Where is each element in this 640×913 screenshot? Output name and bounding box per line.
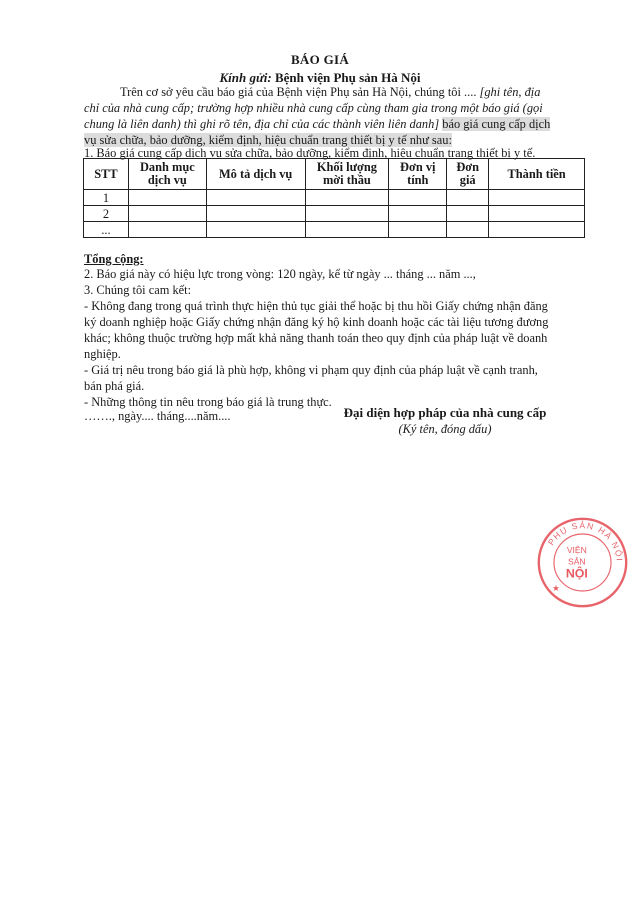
commitment-1-line-1: - Không đang trong quá trình thực hiện thủ tục giải thể hoặc bị thu hồi Giấy chứng nhận đăng <box>84 299 548 313</box>
commitment-2-line-2: bán phá giá. <box>84 379 145 393</box>
table-row <box>84 190 585 206</box>
table-cell <box>206 190 305 206</box>
item-3: 3. Chúng tôi cam kết: <box>84 283 192 297</box>
header-service-list: Danh mục dịch vụ <box>128 159 206 190</box>
svg-text:PHỤ SẢN HÀ NỘI: PHỤ SẢN HÀ NỘI <box>545 520 625 563</box>
table-cell: ... <box>84 222 129 238</box>
table-cell <box>128 206 206 222</box>
document-title: BÁO GIÁ <box>290 52 350 67</box>
commitment-1-line-4: nghiệp. <box>84 347 121 361</box>
item-2: 2. Báo giá này có hiệu lực trong vòng: 120 ngày, kể từ ngày ... tháng ... năm ..., <box>84 267 476 281</box>
table-cell <box>206 222 305 238</box>
commitment-2-line-1: - Giá trị nêu trong báo giá là phù hợp, không vi phạm quy định của pháp luật về cạnh tranh, <box>84 363 538 377</box>
signature-title: Đại diện hợp pháp của nhà cung cấp <box>343 405 547 420</box>
table-cell <box>305 190 389 206</box>
table-cell <box>489 190 585 206</box>
header-service-description: Mô tả dịch vụ <box>206 159 305 190</box>
commitment-3: - Những thông tin nêu trong báo giá là trung thực. <box>84 395 332 409</box>
intro-line-1 <box>120 84 540 100</box>
header-unit: Đơn vị tính <box>389 159 447 190</box>
total-label: Tổng cộng: <box>84 252 144 266</box>
intro-line-3 <box>84 116 550 132</box>
table-cell <box>389 206 447 222</box>
header-quantity: Khối lượng mời thầu <box>305 159 389 190</box>
table-cell <box>128 190 206 206</box>
intro-text-1a: Trên cơ sở yêu cầu báo giá của Bệnh viện Phụ sản Hà Nội, chúng tôi .... <box>120 85 477 99</box>
table-header-row <box>84 159 585 190</box>
table-cell <box>489 206 585 222</box>
table-cell <box>389 222 447 238</box>
header-amount: Thành tiền <box>489 159 585 190</box>
intro-text-3b: báo giá cung cấp dịch <box>442 117 551 131</box>
table-cell <box>128 222 206 238</box>
intro-text-4: vụ sửa chữa, bảo dưỡng, kiểm định, hiệu chuẩn trang thiết bị y tế như sau: <box>84 133 452 147</box>
date-line: ……., ngày.... tháng....năm.... <box>84 409 231 423</box>
quote-table <box>83 158 585 238</box>
intro-line-2: chỉ của nhà cung cấp; trường hợp nhiều nhà cung cấp cùng tham gia trong một báo giá (gọi <box>84 101 543 115</box>
table-cell: 2 <box>84 206 129 222</box>
stamp-seal-icon <box>535 515 630 610</box>
table-row <box>84 206 585 222</box>
intro-text-3a: chung là liên danh) thì ghi rõ tên, địa chỉ của các thành viên liên danh] <box>84 117 440 131</box>
table-row <box>84 222 585 238</box>
addressee-label: Kính gửi: <box>219 70 272 85</box>
table-cell <box>447 190 489 206</box>
table-cell <box>489 222 585 238</box>
table-cell <box>389 190 447 206</box>
table-cell <box>447 206 489 222</box>
addressee-name: Bệnh viện Phụ sản Hà Nội <box>274 70 421 85</box>
intro-text-1b: [ghi tên, địa <box>479 85 541 99</box>
table-cell <box>305 222 389 238</box>
svg-text:★: ★ <box>552 583 560 593</box>
stamp-text-3: NỘI <box>565 566 588 581</box>
commitment-1-line-3: khác; không thuộc trường hợp mất khả năng thanh toán theo quy định của pháp luật về doanh <box>84 331 548 345</box>
signature-note: (Ký tên, đóng dấu) <box>398 422 492 436</box>
stamp-text-1: VIỆN <box>566 545 587 555</box>
company-stamp <box>535 515 630 610</box>
table-cell <box>206 206 305 222</box>
table-cell <box>447 222 489 238</box>
stamp-text-2: SẢN <box>568 556 586 567</box>
table-cell <box>305 206 389 222</box>
item-1: 1. Báo giá cung cấp dịch vụ sửa chữa, bảo dưỡng, kiểm định, hiệu chuẩn trang thiết bị y tế. <box>84 146 536 160</box>
commitment-1-line-2: ký doanh nghiệp hoặc Giấy chứng nhận đăng ký hộ kinh doanh hoặc các tài liệu tương đương <box>84 315 549 329</box>
table-cell: 1 <box>84 190 129 206</box>
header-unit-price: Đơn giá <box>447 159 489 190</box>
header-stt: STT <box>84 159 129 190</box>
